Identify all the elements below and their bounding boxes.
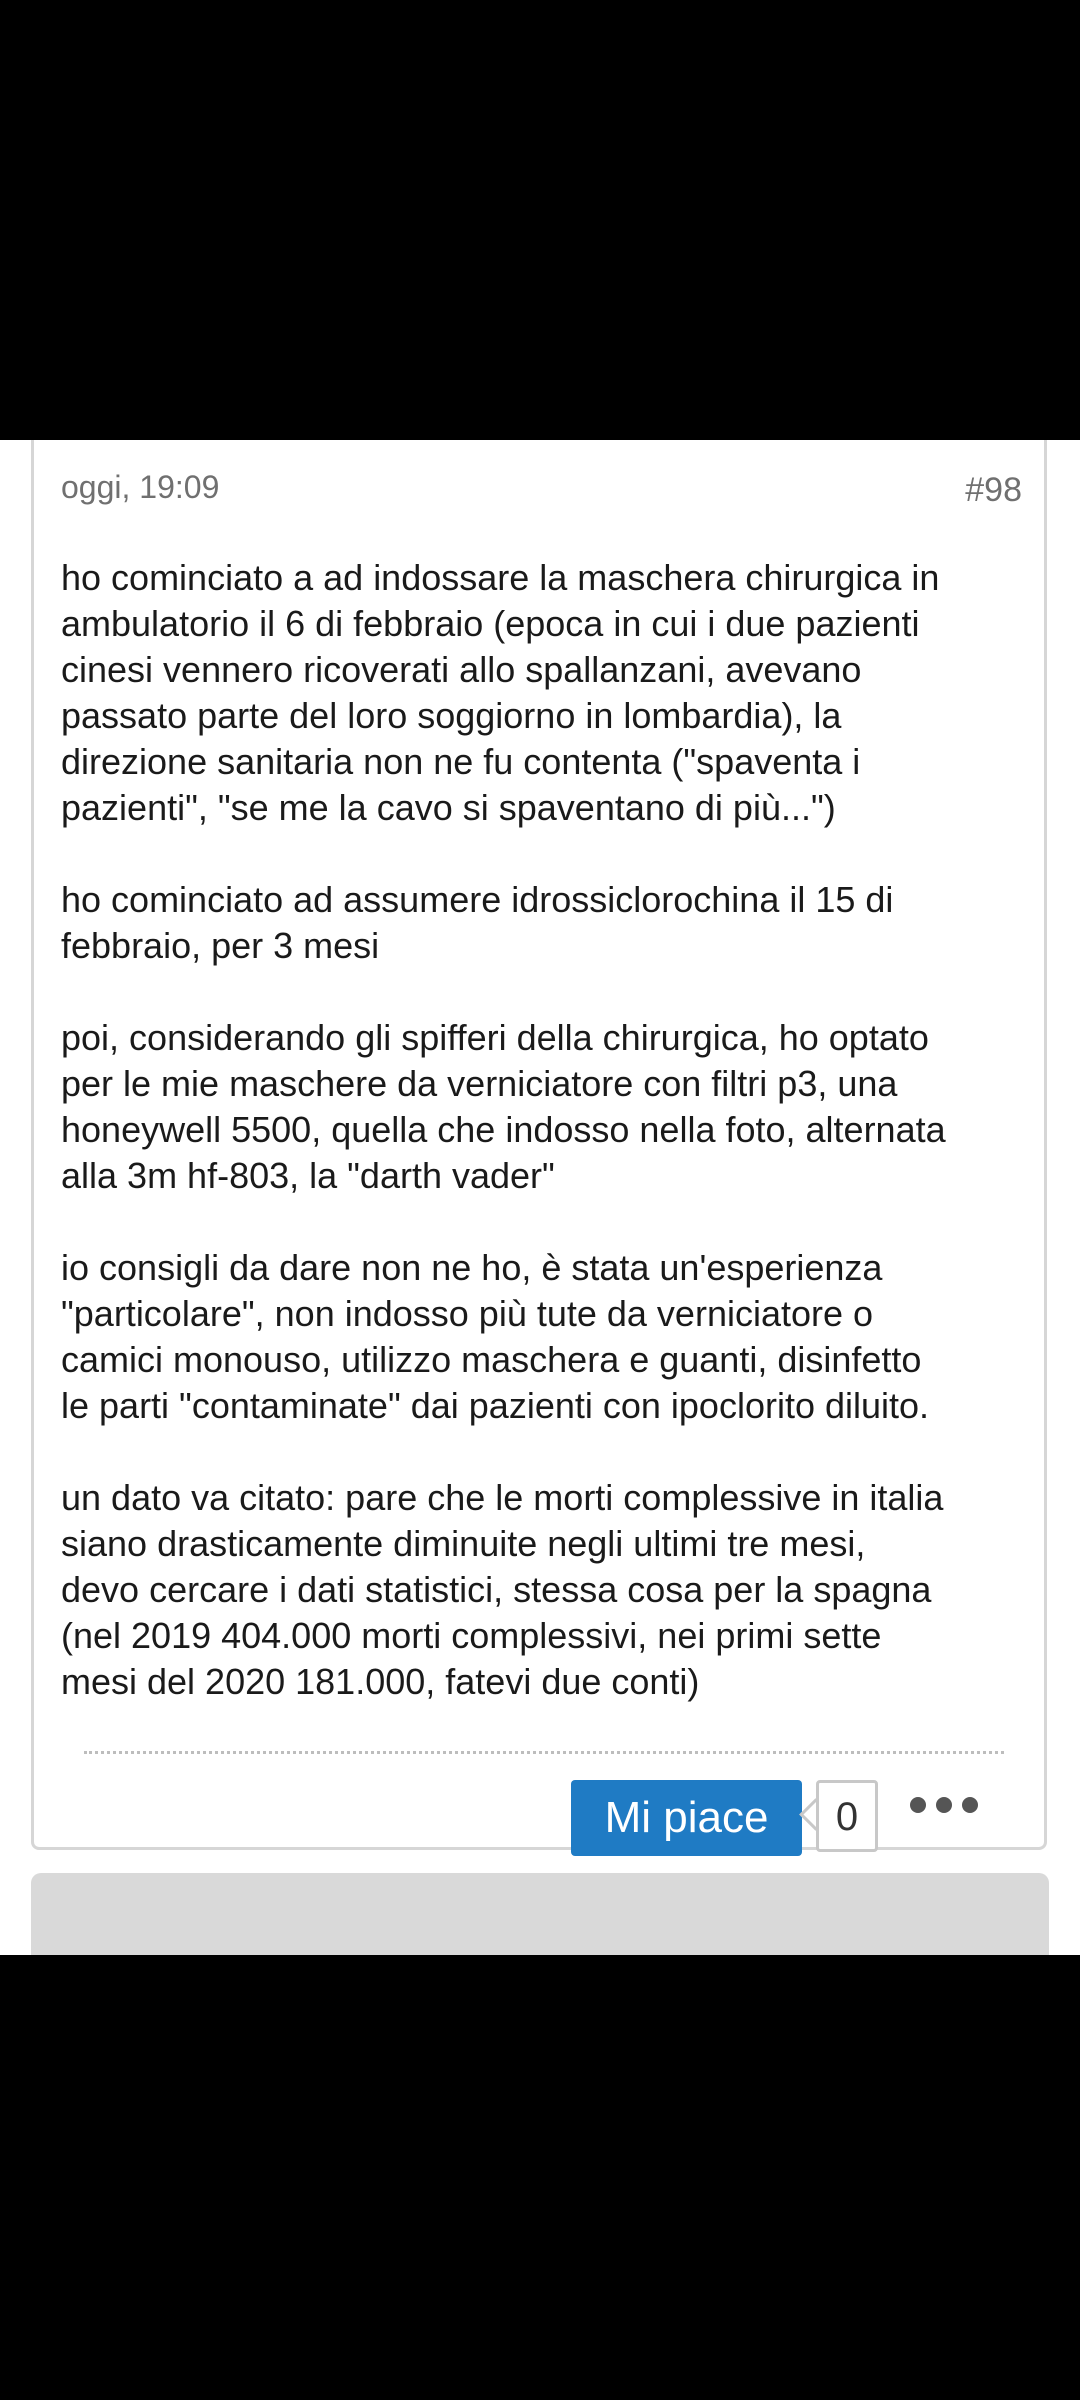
post-paragraph: un dato va citato: pare che le morti complessive in italia siano drasticamente diminuite negli ultimi tre mesi, devo cercare i dati statistici, stessa cosa per la spagna (nel 2019 404.000 morti complessivi, nei primi sette mesi del 2020 181.000, fatevi due conti) <box>61 1477 944 1702</box>
post-number-link[interactable]: #98 <box>965 471 1022 509</box>
post-paragraph: ho cominciato ad assumere idrossiclorochina il 15 di febbraio, per 3 mesi <box>61 879 894 966</box>
post-card <box>31 440 1047 1850</box>
post-body <box>61 555 1021 1751</box>
post-paragraph: ho cominciato a ad indossare la maschera chirurgica in ambulatorio il 6 di febbraio (epoca in cui i due pazienti cinesi vennero ricoverati allo spallanzani, avevano passato parte del loro soggiorno in lombardia), la direzione sanitaria non ne fu contenta ("spaventa i pazienti", "se me la cavo si spaventano di più...") <box>61 557 940 828</box>
post-paragraph: io consigli da dare non ne ho, è stata un'esperienza "particolare", non indosso più tute da verniciatore o camici monouso, utilizzo maschera e guanti, disinfetto le parti "contaminate" dai pazienti con ipoclorito diluito. <box>61 1247 930 1426</box>
content-area <box>0 440 1080 1955</box>
post-paragraph: poi, considerando gli spifferi della chirurgica, ho optato per le mie maschere da verniciatore con filtri p3, una honeywell 5500, quella che indosso nella foto, alternata alla 3m hf-803, la "darth vader" <box>61 1017 946 1196</box>
bottom-black-area <box>0 1955 1080 2400</box>
more-dots-icon[interactable] <box>904 1785 984 1825</box>
like-count: 0 <box>816 1780 878 1852</box>
top-black-area <box>0 0 1080 440</box>
post-date: oggi, 19:09 <box>61 469 220 505</box>
like-button[interactable]: Mi piace <box>571 1780 802 1856</box>
next-post-card-edge <box>31 1873 1049 1955</box>
post-divider <box>84 1751 1004 1754</box>
